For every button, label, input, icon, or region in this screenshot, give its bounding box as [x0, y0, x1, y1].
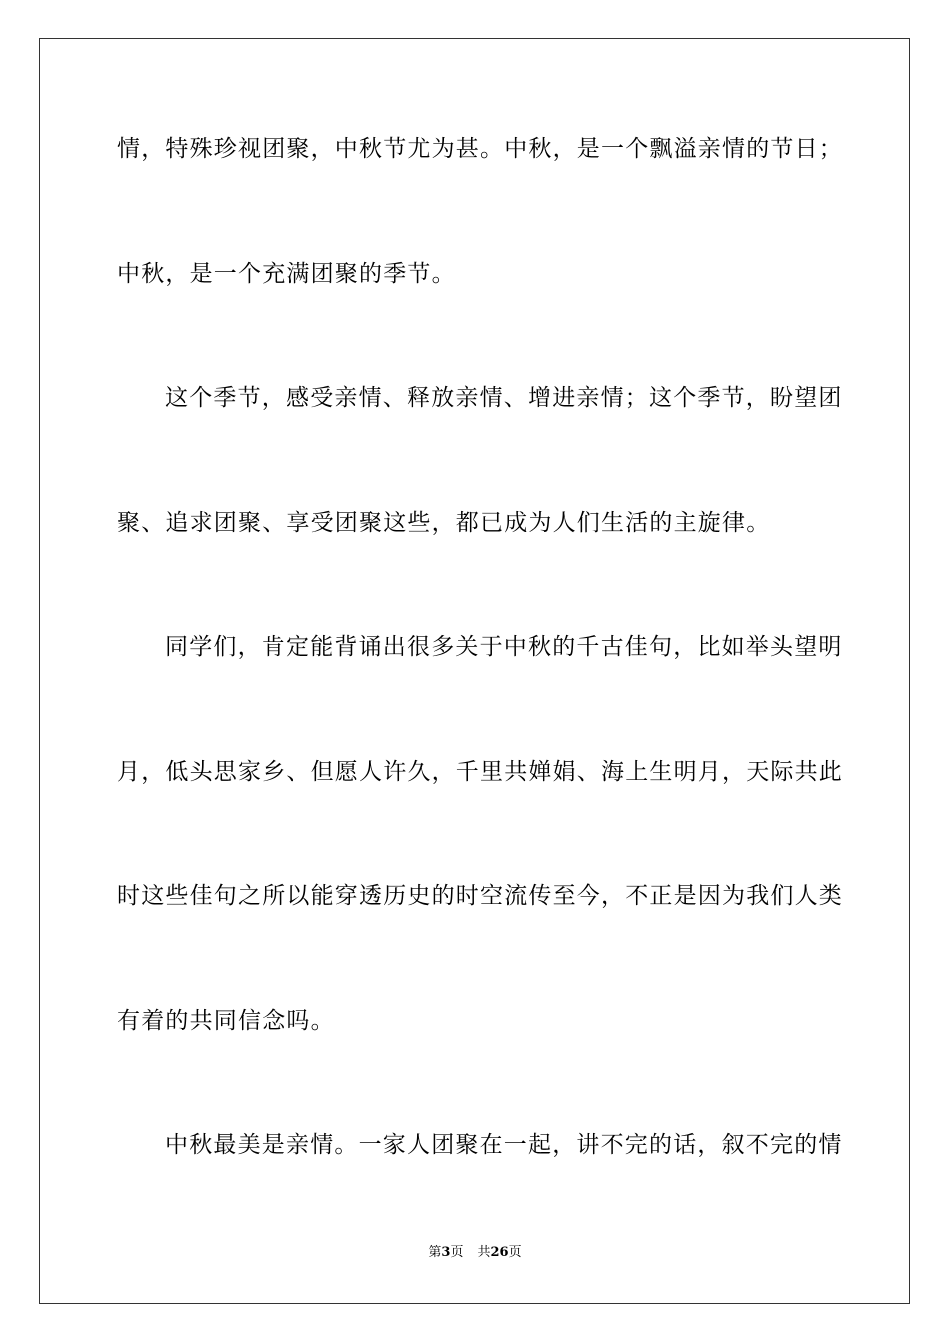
page-prefix: 第: [428, 1245, 442, 1260]
page-border: [39, 38, 910, 1304]
text-line-7: 时这些佳句之所以能穿透历史的时空流传至今，不正是因为我们人类: [117, 883, 843, 909]
total-suffix: 页: [508, 1245, 522, 1260]
total-pages: 26: [490, 1245, 509, 1260]
text-line-2: 中秋，是一个充满团聚的季节。: [117, 261, 456, 287]
page-number: 3: [441, 1245, 451, 1260]
text-line-6: 月，低头思家乡、但愿人许久，千里共婵娟、海上生明月，天际共此: [117, 759, 843, 785]
text-line-9: 中秋最美是亲情。一家人团聚在一起，讲不完的话，叙不完的情: [165, 1132, 843, 1158]
text-line-1: 情，特殊珍视团聚，中秋节尤为甚。中秋，是一个飘溢亲情的节日；: [117, 136, 843, 162]
text-line-8: 有着的共同信念吗。: [117, 1008, 335, 1034]
text-line-3: 这个季节，感受亲情、释放亲情、增进亲情；这个季节，盼望团: [165, 385, 843, 411]
page-footer: [0, 1244, 950, 1262]
text-line-4: 聚、追求团聚、享受团聚这些，都已成为人们生活的主旋律。: [117, 510, 771, 536]
total-prefix: 共: [477, 1245, 491, 1260]
page-suffix: 页: [450, 1245, 464, 1260]
text-line-5: 同学们，肯定能背诵出很多关于中秋的千古佳句，比如举头望明: [165, 634, 843, 660]
